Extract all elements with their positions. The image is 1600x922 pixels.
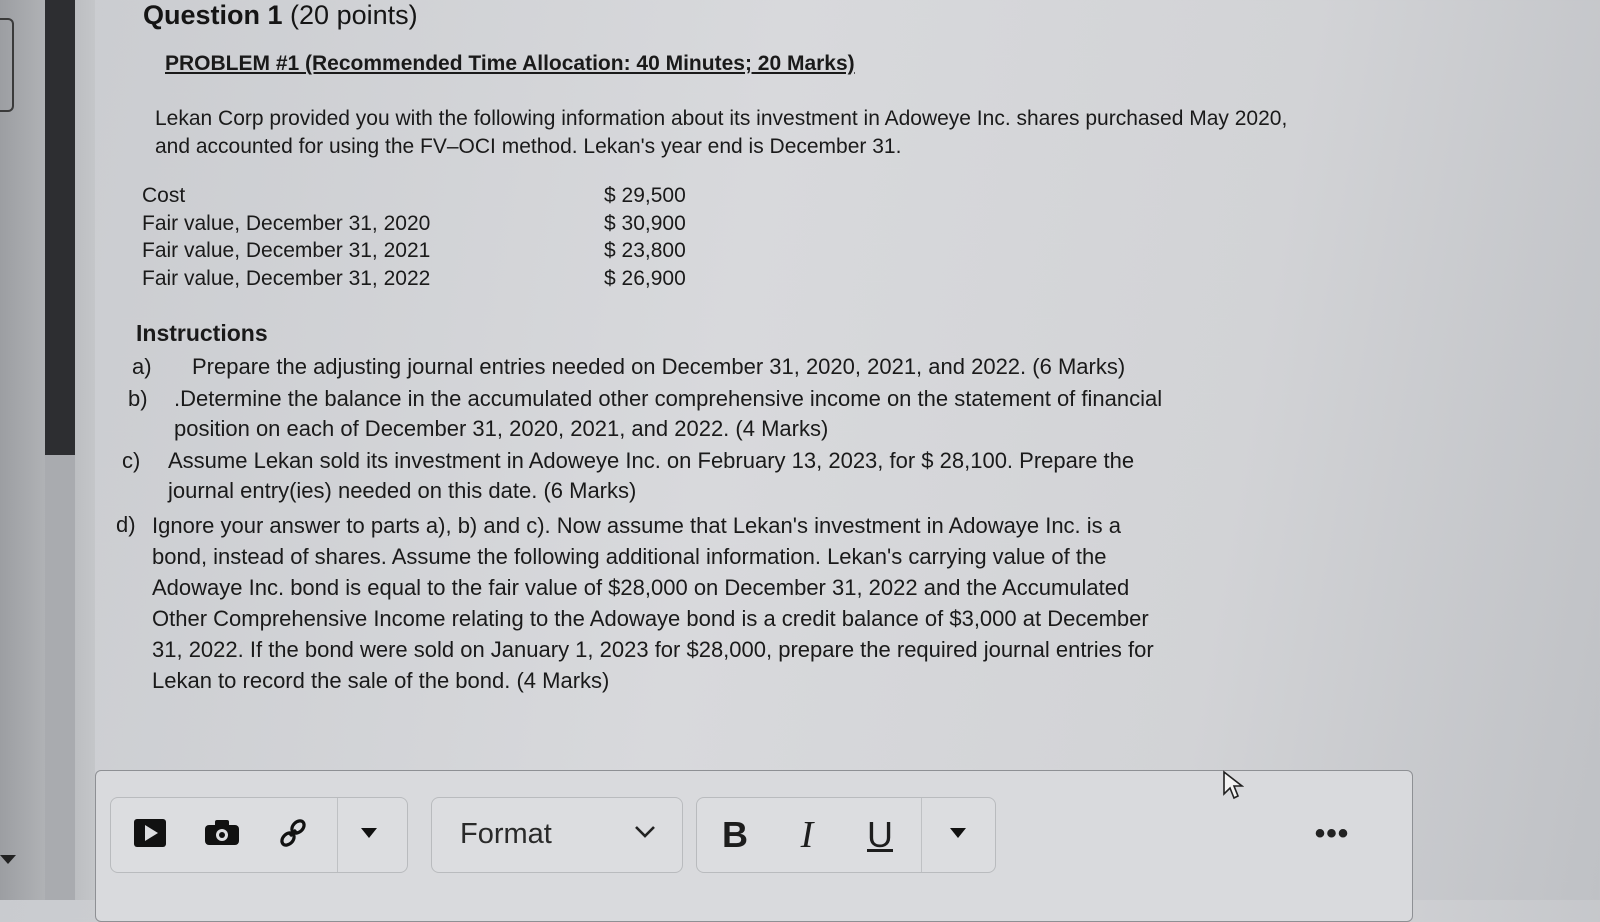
instruction-item-a — [132, 352, 1332, 382]
more-options-button[interactable]: ••• — [1314, 817, 1350, 850]
collapse-tab[interactable] — [0, 18, 14, 112]
row-value: $ 26,900 — [604, 266, 686, 290]
answer-editor[interactable] — [95, 770, 1413, 922]
row-label: Fair value, December 31, 2021 — [142, 239, 431, 262]
instruction-letter: b) — [128, 386, 148, 411]
instruction-item-c — [122, 446, 1332, 506]
chevron-down-icon — [634, 824, 656, 845]
play-icon — [133, 818, 167, 853]
mouse-pointer-icon — [1222, 770, 1244, 805]
question-title-text: Question 1 — [143, 0, 283, 30]
question-title — [143, 0, 418, 31]
instruction-text: .Determine the balance in the accumulated other comprehensive income on the statement of financial position on each of December 31, 2020, 2021, and 2022. (4 Marks) — [174, 386, 1163, 441]
instruction-item-b — [128, 384, 1328, 444]
question-points: (20 points) — [290, 0, 418, 30]
format-label: Format — [460, 818, 552, 850]
link-icon — [276, 816, 310, 855]
scrollbar-thumb[interactable] — [45, 0, 75, 455]
insert-link-button[interactable] — [263, 798, 323, 872]
text-style-toolbar-group — [696, 797, 996, 873]
instruction-item-d — [116, 510, 1376, 696]
instruction-letter: d) — [116, 512, 136, 537]
insert-media-button[interactable] — [121, 798, 179, 872]
instruction-letter: a) — [132, 354, 152, 379]
italic-button[interactable]: I — [800, 814, 814, 856]
instruction-text: Prepare the adjusting journal entries needed on December 31, 2020, 2021, and 2022. (6 Marks) — [192, 354, 1126, 379]
insert-more-dropdown[interactable] — [337, 798, 400, 872]
caret-down-icon — [360, 826, 378, 844]
caret-down-icon — [949, 826, 967, 844]
row-value: $ 29,500 — [604, 184, 686, 207]
camera-icon — [204, 819, 240, 852]
format-dropdown[interactable] — [431, 797, 683, 873]
text-style-more-dropdown[interactable] — [921, 798, 994, 872]
row-value: $ 30,900 — [604, 211, 686, 235]
problem-intro: Lekan Corp provided you with the following information about its investment in Adoweye Inc. shares purchased May 2020, and accounted for using the FV–OCI method. Lekan's year end is December 31. — [155, 107, 1288, 158]
scroll-down-icon[interactable] — [0, 855, 16, 864]
row-label: Cost — [142, 184, 186, 207]
instruction-letter: c) — [122, 448, 141, 473]
bold-button[interactable]: B — [722, 814, 748, 855]
row-label: Fair value, December 31, 2022 — [142, 266, 431, 290]
instructions-heading: Instructions — [136, 320, 268, 346]
insert-toolbar-group — [110, 797, 408, 873]
instruction-text: Ignore your answer to parts a), b) and c). Now assume that Lekan's investment in Adowaye Inc. is a bond, instead of shares. Assume the following additional information. Lekan's carrying value of the Adowaye Inc. bond is equal to the fair value of $28,000 on December 31, 2022 and the Accumulated Other Comprehensive Income relating to the Adowaye bond is a credit balance of $3,000 at December 31, 2022. If the bond were sold on January 1, 2023 for $28,000, prepare the required journal entries for Lekan to record the sale of the bond. (4 Marks) — [152, 513, 1154, 693]
problem-heading: PROBLEM #1 (Recommended Time Allocation: 40 Minutes; 20 Marks) — [165, 52, 855, 75]
instruction-text: Assume Lekan sold its investment in Adoweye Inc. on February 13, 2023, for $ 28,100. Prepare the journal entry(ies) needed on this date. (6 Marks) — [168, 448, 1135, 503]
row-label: Fair value, December 31, 2020 — [142, 211, 431, 235]
underline-button[interactable]: U — [867, 814, 893, 855]
row-value: $ 23,800 — [604, 239, 686, 262]
insert-image-button[interactable] — [193, 798, 251, 872]
